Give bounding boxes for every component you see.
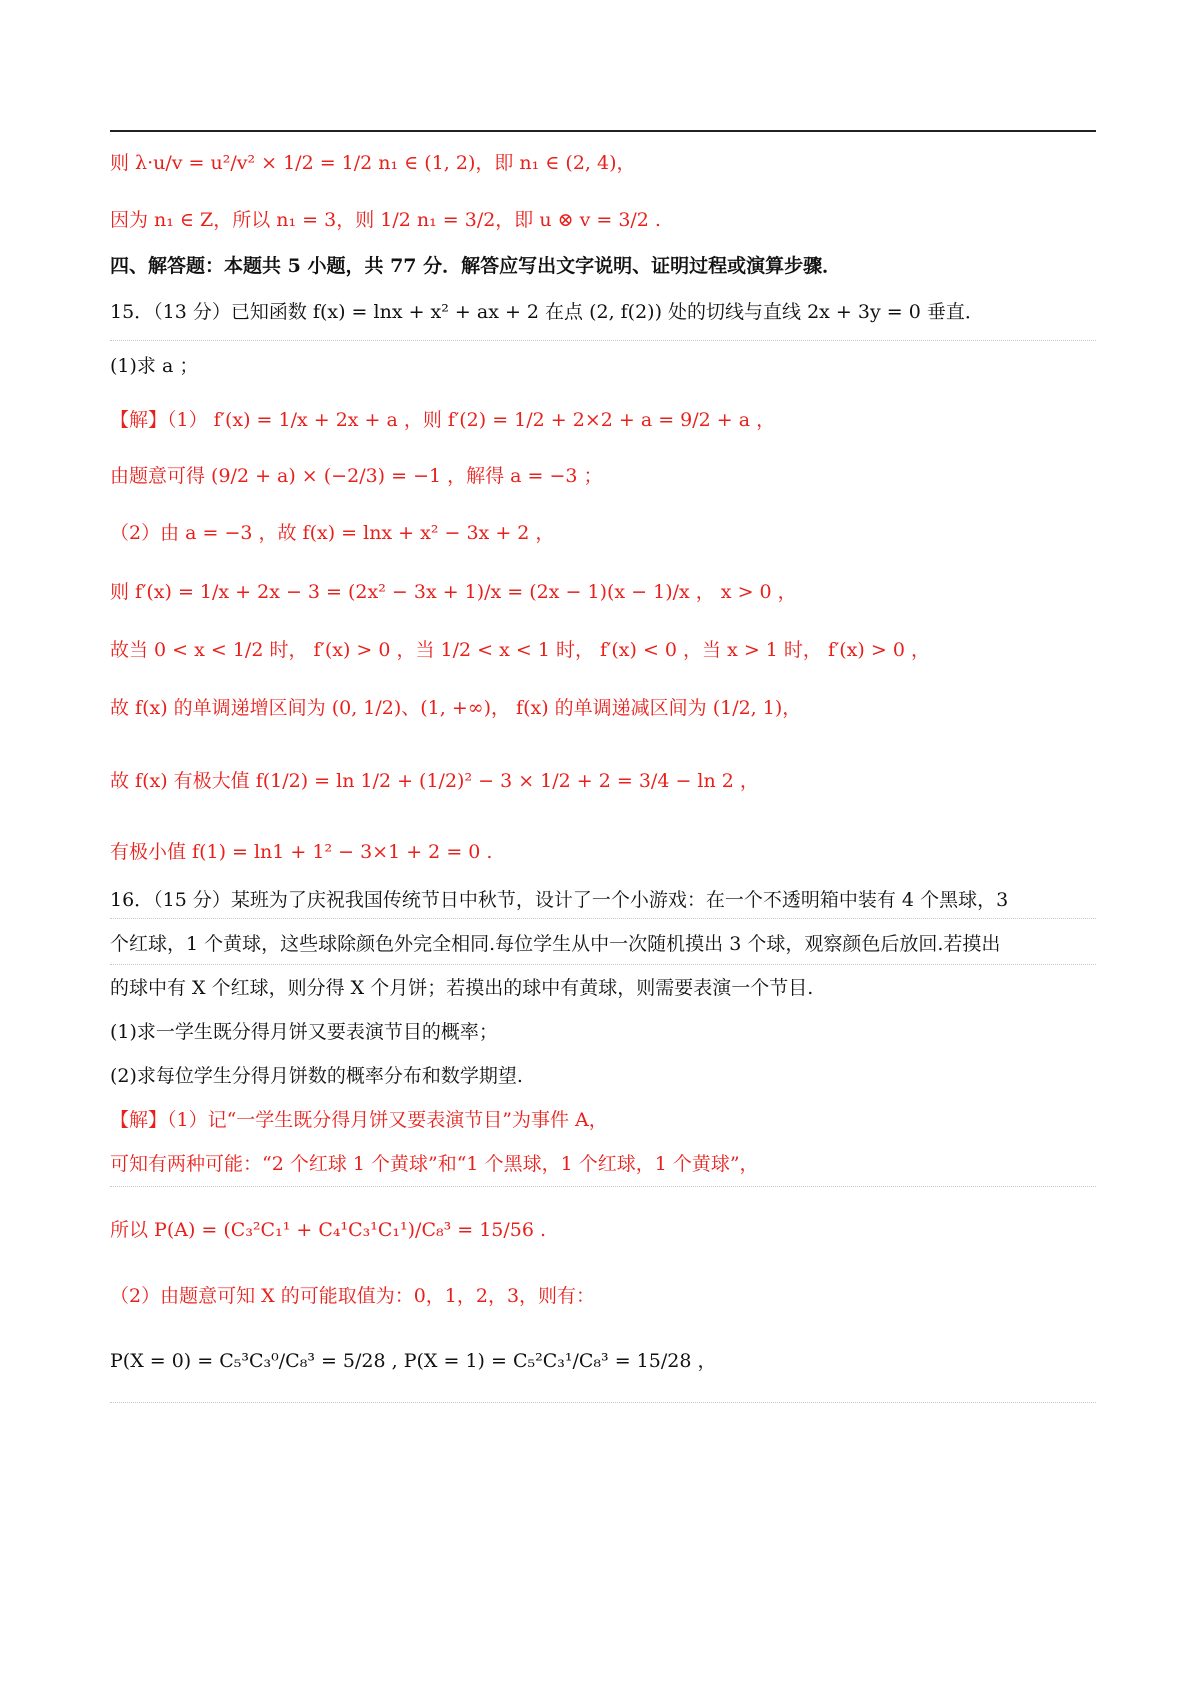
solution-line: （2）由题意可知 X 的可能取值为：0，1，2，3，则有： bbox=[110, 1285, 596, 1307]
text-line: 则 λ·u/v = u²/v² × 1/2 = 1/2 n₁ ∈ (1, 2)，即 n₁ ∈ (2, 4)， bbox=[110, 152, 636, 174]
question-part: (1)求一学生既分得月饼又要表演节目的概率； bbox=[110, 1021, 498, 1043]
question-part: (1)求 a ； bbox=[110, 355, 199, 377]
solution-line: 有极小值 f(1) = ln1 + 1² − 3×1 + 2 = 0 . bbox=[110, 841, 493, 863]
solution-line: 故 f(x) 有极大值 f(1/2) = ln 1/2 + (1/2)² − 3 × 1/2 + 2 = 3/4 − ln 2 ， bbox=[110, 770, 759, 792]
question-15: 15．（13 分）已知函数 f(x) = lnx + x² + ax + 2 在点 (2, f(2)) 处的切线与直线 2x + 3y = 0 垂直． bbox=[110, 301, 984, 323]
section-heading: 四、解答题：本题共 5 小题，共 77 分．解答应写出文字说明、证明过程或演算步骤． bbox=[110, 255, 842, 277]
header-rule bbox=[110, 130, 1096, 132]
dotted-divider bbox=[110, 1402, 1096, 1403]
solution-line: 故 f(x) 的单调递增区间为 (0, 1/2)、(1, +∞)， f(x) 的单调递减区间为 (1/2, 1)， bbox=[110, 697, 802, 719]
text-line: 因为 n₁ ∈ Z，所以 n₁ = 3，则 1/2 n₁ = 3/2，即 u ⊗ v = 3/2 . bbox=[110, 209, 661, 231]
dotted-divider bbox=[110, 340, 1096, 341]
question-16: 16．（15 分）某班为了庆祝我国传统节日中秋节，设计了一个小游戏：在一个不透明箱中装有 4 个黑球，3 bbox=[110, 889, 1009, 911]
solution-line: 则 f′(x) = 1/x + 2x − 3 = (2x² − 3x + 1)/x = (2x − 1)(x − 1)/x ， x > 0 ， bbox=[110, 581, 797, 603]
solution-line: 由题意可得 (9/2 + a) × (−2/3) = −1 ，解得 a = −3 ； bbox=[110, 465, 603, 487]
question-16-text: 个红球，1 个黄球，这些球除颜色外完全相同.每位学生从中一次随机摸出 3 个球，观察颜色后放回.若摸出 bbox=[110, 933, 1001, 955]
dotted-divider bbox=[110, 964, 1096, 965]
solution-line: （2）由 a = −3 ，故 f(x) = lnx + x² − 3x + 2 ， bbox=[110, 522, 555, 544]
question-part: (2)求每位学生分得月饼数的概率分布和数学期望. bbox=[110, 1065, 523, 1087]
solution-line: 故当 0 < x < 1/2 时， f′(x) > 0 ，当 1/2 < x < 1 时， f′(x) < 0 ，当 x > 1 时， f′(x) > 0 ， bbox=[110, 639, 930, 661]
solution-line: P(X = 0) = C₅³C₃⁰/C₈³ = 5/28 , P(X = 1) = C₅²C₃¹/C₈³ = 15/28 ， bbox=[110, 1350, 717, 1372]
dotted-divider bbox=[110, 1186, 1096, 1187]
solution-line: 【解】（1）记“一学生既分得月饼又要表演节目”为事件 A， bbox=[110, 1109, 608, 1131]
solution-line: 【解】（1） f′(x) = 1/x + 2x + a ，则 f′(2) = 1/2 + 2×2 + a = 9/2 + a ， bbox=[110, 409, 776, 431]
dotted-divider bbox=[110, 918, 1096, 919]
solution-line: 可知有两种可能：“2 个红球 1 个黄球”和“1 个黑球，1 个红球，1 个黄球”， bbox=[110, 1153, 759, 1175]
solution-line: 所以 P(A) = (C₃²C₁¹ + C₄¹C₃¹C₁¹)/C₈³ = 15/56 . bbox=[110, 1219, 547, 1241]
question-16-text: 的球中有 X 个红球，则分得 X 个月饼；若摸出的球中有黄球，则需要表演一个节目. bbox=[110, 977, 814, 999]
